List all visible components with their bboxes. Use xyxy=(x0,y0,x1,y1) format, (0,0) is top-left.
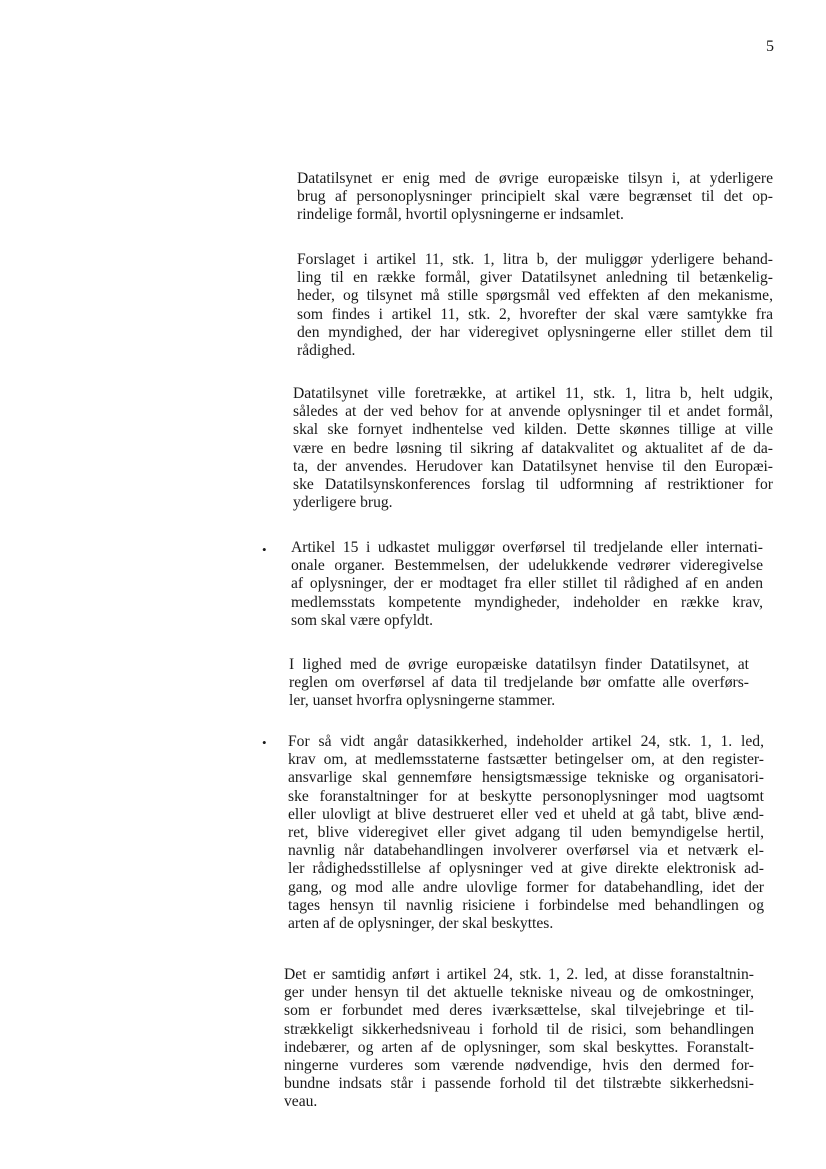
text-line: heder, og tilsynet må stille spørgsmål ved effekten af den mekanisme, xyxy=(297,287,773,305)
text-line: ske foranstaltninger for at beskytte personoplysninger mod uagtsomt xyxy=(288,787,764,805)
text-line: ningerne vurderes som værende nødvendige, hvis den dermed for- xyxy=(284,1057,754,1075)
text-line: medlemsstats kompetente myndigheder, indeholder en række krav, xyxy=(291,593,763,611)
text-line: således at der ved behov for at anvende oplysninger til et andet formål, xyxy=(293,403,773,421)
text-line: ta, der anvendes. Herudover kan Datatilsynet henvise til den Europæi- xyxy=(293,457,773,475)
bullet-2: • xyxy=(262,735,267,750)
text-line: ske Datatilsynskonferences forslag til udformning af restriktioner for xyxy=(293,476,773,494)
text-line: Artikel 15 i udkastet muliggør overførsel til tredjelande eller internati- xyxy=(291,539,763,556)
paragraph-1 xyxy=(297,170,773,225)
text-line: ler, uanset hvorfra oplysningerne stammer. xyxy=(289,692,556,710)
text-line: strækkeligt sikkerhedsniveau i forhold til de risici, som behandlingen xyxy=(284,1020,754,1038)
text-line: For så vidt angår datasikkerhed, indeholder artikel 24, stk. 1, 1. led, xyxy=(288,733,764,750)
text-line: ansvarlige skal gennemføre hensigtsmæssige tekniske og organisatori- xyxy=(288,769,764,787)
paragraph-2 xyxy=(297,251,773,360)
text-line: være en bedre løsning til sikring af datakvalitet og aktualitet af de da- xyxy=(293,439,773,457)
text-line: skal ske fornyet indhentelse ved kilden. Dette skønnes tillige at ville xyxy=(293,421,773,439)
text-line: som findes i artikel 11, stk. 2, hvorefter der skal være samtykke fra xyxy=(297,305,773,323)
text-line: onale organer. Bestemmelsen, der udelukkende vedrører videregivelse xyxy=(291,557,763,575)
text-line: af oplysninger, der er modtaget fra eller stillet til rådighed af en anden xyxy=(291,575,763,593)
text-line: som er forbundet med deres iværksættelse, skal tilvejebringe et til- xyxy=(284,1002,754,1020)
text-line: Forslaget i artikel 11, stk. 1, litra b, der muliggør yderligere behand- xyxy=(297,251,773,268)
text-line: Datatilsynet er enig med de øvrige europæiske tilsyn i, at yderligere xyxy=(297,170,773,187)
text-line: rindelige formål, hvortil oplysningerne er indsamlet. xyxy=(297,206,624,224)
text-line: I lighed med de øvrige europæiske datatilsyn finder Datatilsynet, at xyxy=(289,656,749,673)
text-line: brug af personoplysninger principielt skal være begrænset til det op- xyxy=(297,188,773,206)
paragraph-5 xyxy=(289,656,749,711)
text-line: tages hensyn til navnlig risiciene i forbindelse med behandlingen og xyxy=(288,896,764,914)
text-line: Det er samtidig anført i artikel 24, stk. 1, 2. led, at disse foranstaltnin- xyxy=(284,966,754,983)
text-line: ret, blive videregivet eller givet adgang til uden bemyndigelse hertil, xyxy=(288,824,764,842)
text-line: rådighed. xyxy=(297,342,356,360)
text-line: som skal være opfyldt. xyxy=(291,611,434,629)
text-line: bundne indsats står i passende forhold til det tilstræbte sikkerhedsni- xyxy=(284,1075,754,1093)
text-line: ger under hensyn til det aktuelle tekniske niveau og de omkostninger, xyxy=(284,984,754,1002)
text-line: gang, og mod alle andre ulovlige former for databehandling, idet der xyxy=(288,878,764,896)
paragraph-4 xyxy=(291,539,763,630)
page-number: 5 xyxy=(766,38,774,55)
text-line: ling til en række formål, giver Datatilsynet anledning til betænkelig- xyxy=(297,269,773,287)
text-line: eller ulovligt at blive destrueret eller ved et uheld at gå tabt, blive ænd- xyxy=(288,805,764,823)
paragraph-7 xyxy=(284,966,754,1112)
text-line: krav om, at medlemsstaterne fastsætter betingelser om, at den register- xyxy=(288,751,764,769)
text-line: reglen om overførsel af data til tredjelande bør omfatte alle overførs- xyxy=(289,674,749,692)
text-line: navnlig når databehandlingen involverer overførsel via et netværk el- xyxy=(288,842,764,860)
text-line: arten af de oplysninger, der skal beskyttes. xyxy=(288,915,554,933)
text-line: Datatilsynet ville foretrække, at artikel 11, stk. 1, litra b, helt udgik, xyxy=(293,385,773,402)
text-line: ler rådighedsstillelse af oplysninger ved at give direkte elektronisk ad- xyxy=(288,860,764,878)
bullet-1: • xyxy=(262,542,267,557)
paragraph-3 xyxy=(293,385,773,512)
text-line: indebærer, og arten af de oplysninger, som skal beskyttes. Foranstalt- xyxy=(284,1038,754,1056)
text-line: veau. xyxy=(284,1093,318,1111)
text-line: yderligere brug. xyxy=(293,494,393,512)
paragraph-6 xyxy=(288,733,764,933)
text-line: den myndighed, der har videregivet oplysningerne eller stillet dem til xyxy=(297,323,773,341)
